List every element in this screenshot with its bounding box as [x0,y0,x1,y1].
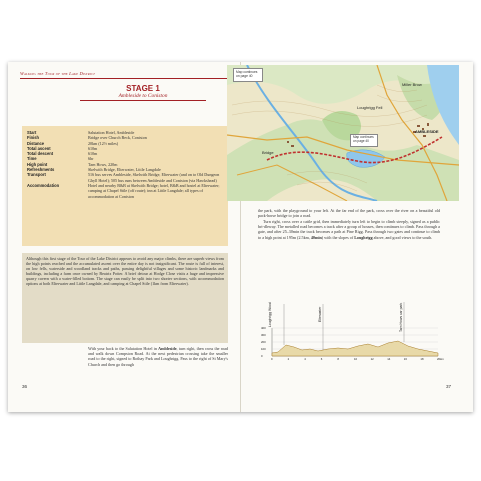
profile-x-tick: 12 [370,357,374,361]
profile-x-tick: 14 [387,357,391,361]
profile-x-tick: 0 [271,357,273,361]
body-text: Turn right, cross over a cattle grid, then immediately turn left to begin to climb steeply, signed as a public bri-dleway. The metalled road becomes a track after a group of houses, then continues to climb. Pass through a gate, and after 25–30min the track becomes a path at Pine Rigg. Pass through two gates and continue to climb to a high point at 195m (2.5km, [258,218,440,240]
page-number-left: 36 [22,384,28,389]
profile-x-tick: 16 [403,357,407,361]
profile-y-tick: 0 [261,354,263,358]
body-text-right [258,208,440,240]
info-key: Total descent [27,151,54,157]
info-key: Accommodation [27,182,60,188]
info-value: Salutation Hotel, Ambleside [88,130,135,135]
info-key: Start [27,130,37,135]
info-key: Refreshments [27,167,55,173]
profile-y-tick: 400 [261,326,266,330]
map-label-miller: Miller Brow [402,82,422,87]
info-value: Bridge over Church Beck, Coniston [88,135,147,141]
map-label-bridge: Bridge [262,150,274,155]
info-value: 516 bus serves Ambleside, Skelwith Bridge, Elterwater (and on to Old Dungeon Ghyll Hotel); 505 bus runs between Ambleside and Coniston (via Hawkshead) [88,172,220,183]
stage-title: STAGE 1 [126,84,160,93]
info-key: Transport [27,172,46,178]
info-value: Hotel and nearby B&B at Skelwith Bridge; hotel, B&B and hostel at Elterwater; camping at Chapel Stile (off route); inn at Little Langdale; all types of accommodation at Coniston [88,182,220,199]
info-key: Distance [27,140,45,146]
info-value: 6hr [88,156,94,162]
profile-label: Loughrigg Wood [268,302,272,327]
profile-label: Elterwater [318,306,322,322]
profile-x-tick: 8 [337,357,339,361]
map-continuation-note-2: Map continues on page 40 [350,134,378,147]
body-text: above, and good views to the south. [372,234,433,240]
info-value: 610m [88,151,98,157]
info-key: Finish [27,135,40,141]
info-value: Tarn Hows, 220m [88,161,118,167]
profile-x-tick: 6 [320,357,323,361]
map-label-ambleside: AMBLESIDE [415,129,439,134]
profile-label: Tarn Hows car park [399,302,403,332]
profile-y-tick: 100 [261,347,266,351]
profile-x-tick: 20km [437,357,444,361]
info-key: Time [27,156,37,162]
intro-box: Although this first stage of the Tour of the Lake District appears to avoid any major climbs, there are superb views from the high points reached and the accumulated ascent over the entire day is not insignificant. The route is full of interest, on low fells, waterside and woodland tracks and paths, passing delightful villages and some historic landmarks and buildings, including a farm once owned by Beatrix Potter. A brief detour at Hodge Close visits a huge and impressive quarry cavern with a water-filled bottom. The stage can easily be split into two shorter sections, with accommodation options at both Elterwater and Little Langdale, and camping at Chapel Stile (1km from Elterwater). [22,253,228,343]
info-value: 20km (12½ miles) [88,140,119,146]
place-name: Ambleside [158,346,177,351]
info-value: Skelwith Bridge, Elterwater, Little Langdale [88,167,161,173]
profile-x-tick: 10 [354,357,358,361]
profile-y-tick: 300 [261,333,266,337]
profile-graphic [258,294,443,366]
running-head: Walking the Tour of the Lake District [20,71,96,76]
page-number-right: 37 [446,384,452,389]
body-text: ) with the slopes of [321,234,355,240]
paragraph-1: the park, with the playground to your left. At the far end of the park, cross over the river on a beautiful old pack-horse bridge to join a road. [258,208,440,219]
info-value: 610m [88,145,98,151]
right-page [0,62,481,412]
profile-x-tick: 18 [420,357,424,361]
map-continuation-note: Map continues on page 40 [233,68,263,82]
paragraph-2 [258,219,440,240]
body-text: , turn right, then cross the road and walk down Compston Road. At the next pedestrian crossing take the smaller road to the right, signed to Rothay Park and Loughrigg. Pass to the right of St Mary's Church and then go through [88,346,228,367]
profile-y-tick: 200 [261,340,266,344]
body-text: With your back to the Salutation Hotel in [88,346,159,351]
time-marker: 40min [310,234,322,240]
info-key: Total ascent [27,145,51,151]
info-key: High point [27,161,48,167]
profile-x-tick: 2 [287,357,290,361]
stage-subtitle: Ambleside to Coniston [118,93,168,99]
elevation-profile [258,294,443,366]
place-name: Loughrigg [354,234,373,240]
map-label-loughrigg: Loughrigg Fell [357,105,383,110]
profile-x-tick: 4 [304,357,306,361]
